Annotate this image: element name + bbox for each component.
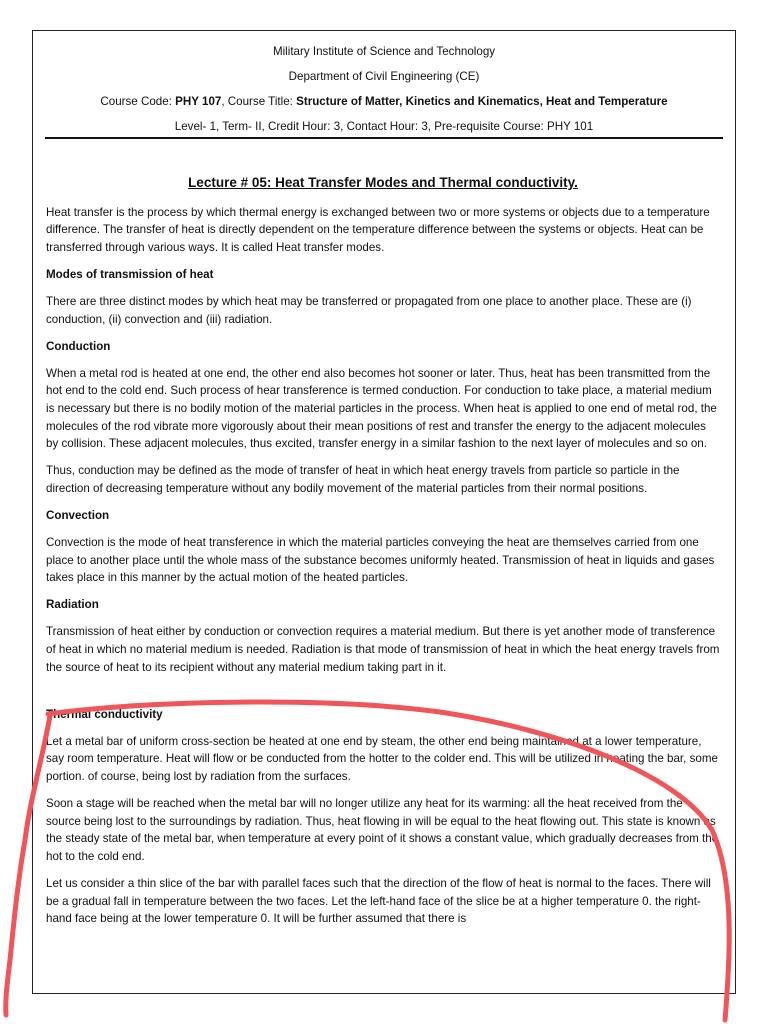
modes-heading: Modes of transmission of heat bbox=[46, 267, 214, 281]
thermal-paragraph-3: Let us consider a thin slice of the bar with parallel faces such that the direction of the flow of heat is normal to the faces. There will be a gradual fall in temperature between the two faces. Let the left-hand face of the slice be at a higher temperature 0. the right-hand face being at the lower temperature 0. It will be further assumed that there is bbox=[46, 876, 711, 926]
conduction-heading: Conduction bbox=[46, 339, 111, 353]
course-title-label: , Course Title: bbox=[221, 95, 297, 108]
course-code: PHY 107 bbox=[175, 95, 222, 108]
lecture-title: Lecture # 05: Heat Transfer Modes and Thermal conductivity. bbox=[188, 175, 578, 190]
thermal-paragraph-1: Let a metal bar of uniform cross-section be heated at one end by steam, the other end being maintained at a lower temperature, say room temperature. Heat will flow or be conducted from the hotter to the colder end. This will be utilized in heating the bar, some portion. of course, being lost by radiation from the surfaces. bbox=[46, 734, 718, 783]
document-body bbox=[46, 174, 720, 937]
thermal-conductivity-heading: Thermal conductivity bbox=[46, 707, 163, 721]
department-name: Department of Civil Engineering (CE) bbox=[288, 70, 480, 83]
section-gap bbox=[46, 686, 720, 706]
convection-paragraph: Convection is the mode of heat transference in which the material particles conveying the heat are themselves carried from one place to another place until the whole mass of the substance becomes uniformly heated. Transmission of heat in liquids and gases takes place in this manner by the actual motion of the heated particles. bbox=[46, 536, 715, 585]
thermal-paragraph-2: Soon a stage will be reached when the metal bar will no longer utilize any heat for its warming: all the heat received from the source being lost to the surroundings by radiation. Thus, heat flowing in will be equal to the heat flowing out. This state is known as the steady state of the metal bar, when temperature at every point of it shows a constant value, which gradually decreases from the hot to the cold end. bbox=[46, 797, 719, 863]
course-title: Structure of Matter, Kinetics and Kinematics, Heat and Temperature bbox=[296, 95, 668, 108]
convection-heading: Convection bbox=[46, 508, 110, 522]
radiation-heading: Radiation bbox=[46, 598, 99, 612]
modes-paragraph: There are three distinct modes by which heat may be transferred or propagated from one place to another place. These are (i) conduction, (ii) convection and (iii) radiation. bbox=[46, 294, 692, 326]
course-line bbox=[33, 89, 735, 114]
conduction-paragraph-2: Thus, conduction may be defined as the mode of transfer of heat in which heat energy travels from particle so particle in the direction of decreasing temperature without any bodily movement of the material particles from their normal positions. bbox=[46, 464, 680, 495]
radiation-paragraph: Transmission of heat either by conduction or convection requires a material medium. But there is yet another mode of transference of heat in which no material medium is needed. Radiation is that mode of transmission of heat in which the heat energy travels from the source of heat to its recipient without any material medium taking part in it. bbox=[46, 625, 720, 674]
conduction-paragraph-1: When a metal rod is heated at one end, the other end also becomes hot sooner or later. Thus, heat has been transmitted from the hot end to the cold end. Such process of hear transference is termed conduction. For conduction to take place, a material medium is necessary but there is no bodily motion of the material particles in the process. When heat is applied to one end of metal rod, the molecules of the rod vibrate more vigorously about their mean positions of rest and transfer the energy to the adjacent molecules by collision. These adjacent molecules, thus excited, transfer energy in a similar fashion to the next layer of molecules and so on. bbox=[46, 366, 717, 451]
course-code-label: Course Code: bbox=[100, 95, 176, 108]
header-divider bbox=[45, 137, 723, 139]
document-header bbox=[33, 31, 735, 139]
level-line: Level- 1, Term- II, Credit Hour: 3, Contact Hour: 3, Pre-requisite Course: PHY 101 bbox=[174, 120, 594, 133]
intro-paragraph: Heat transfer is the process by which thermal energy is exchanged between two or more systems or objects due to a temperature difference. The transfer of heat is directly dependent on the temperature difference between the systems or objects. Heat can be transferred through various ways. It is called Heat transfer modes. bbox=[46, 205, 710, 254]
document-page bbox=[32, 30, 736, 994]
institute-name: Military Institute of Science and Technology bbox=[272, 45, 496, 58]
